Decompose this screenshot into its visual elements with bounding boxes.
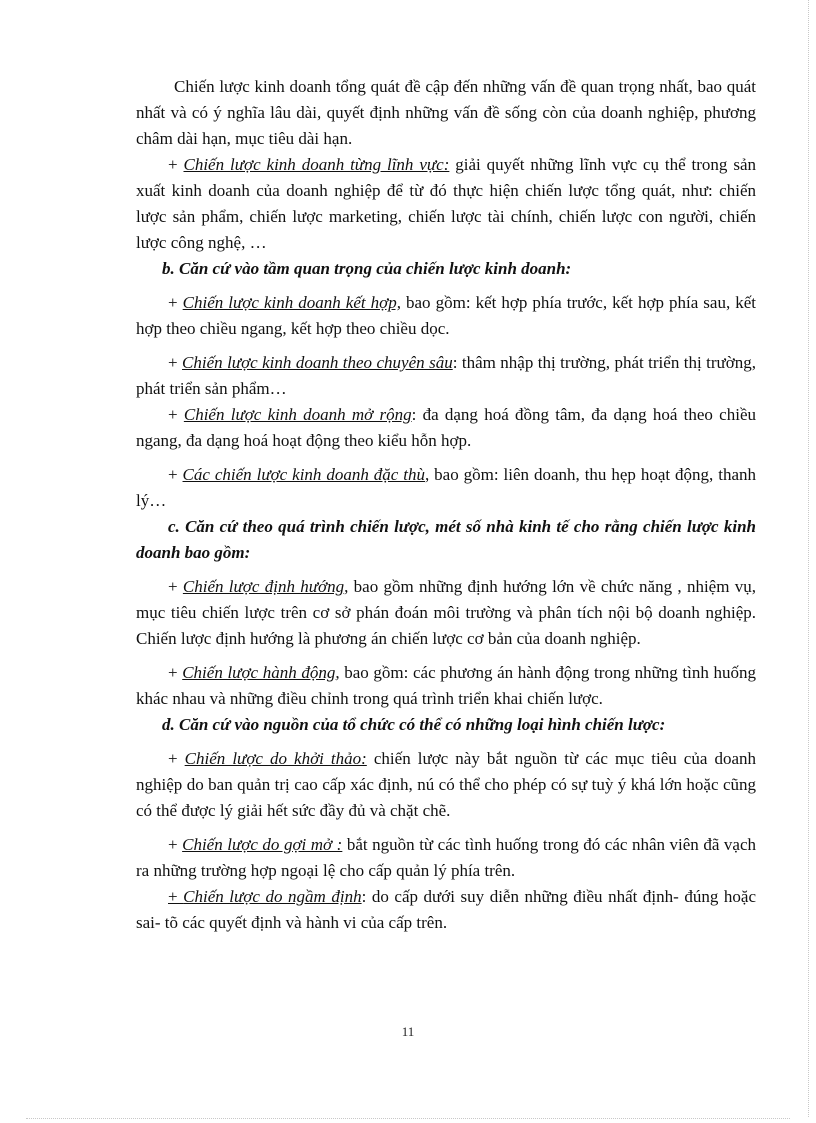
bullet-plus: +	[168, 155, 184, 174]
paragraph-dinh-huong	[136, 574, 756, 652]
paragraph-text: giải quyết những lĩnh vực cụ thể trong sản xuất kinh doanh của doanh nghiệp để từ đó thực hiện chiến lược tổng quát, như: chiến lược sản phẩm, chiến lược marketing, chiến lược tài chính, chiến lược con người, chiến lược công nghệ, …	[136, 155, 756, 252]
heading-d: d. Căn cứ vào nguồn của tổ chức có thể có những loại hình chiến lược:	[162, 715, 666, 734]
paragraph-hanh-dong	[136, 660, 756, 712]
page-number: 11	[401, 1024, 415, 1039]
paragraph-text: bao gồm: kết hợp phía trước, kết hợp phía sau, kết hợp theo chiều ngang, kết hợp theo chiều dọc.	[136, 293, 757, 338]
paragraph-ngam-dinh	[136, 884, 756, 936]
paragraph-goi-mo	[136, 832, 756, 884]
paragraph-dac-thu	[136, 462, 756, 514]
term-chien-luoc-goi-mo: Chiến lược do gợi mở :	[182, 835, 343, 854]
paragraph-chuyen-sau	[136, 350, 756, 402]
paragraph-text: , bao gồm: liên doanh, thu hẹp hoạt động, thanh lý…	[136, 465, 756, 510]
term-chien-luoc-chuyen-sau: Chiến lược kinh doanh theo chuyên sâu	[182, 353, 453, 372]
paragraph-text: : do cấp dưới suy diễn những điều nhất định- đúng hoặc sai- tõ các quyết định và hành vi của cấp trên.	[136, 887, 756, 932]
term-chien-luoc-ngam-dinh: Chiến lược do ngầm định	[183, 887, 362, 906]
term-chien-luoc-khoi-thao: Chiến lược do khởi thảo:	[184, 749, 367, 768]
paragraph-text: , bao gồm: các phương án hành động trong những tình huống khác nhau và những điều chỉnh trong quá trình triển khai chiến lược.	[136, 663, 756, 708]
heading-b: b. Căn cứ vào tầm quan trọng của chiến lược kinh doanh:	[162, 259, 572, 278]
paragraph-text: chiến lược này bắt nguồn từ các mục tiêu của doanh nghiệp do ban quản trị cao cấp xác định, nú có thể cho phép có sự tuỳ ý khá lớn hoặc cũng có thể được lý giải hết sức đầy đủ và chặt chẽ.	[136, 749, 756, 820]
paragraph-linh-vuc	[136, 152, 756, 256]
term-chien-luoc-dinh-huong: Chiến lược định hướng	[182, 577, 345, 596]
paragraph-khoi-thao	[136, 746, 756, 824]
paragraph-ket-hop	[136, 290, 756, 342]
term-chien-luoc-dac-thu: Các chiến lược kinh doanh đặc thù	[182, 465, 425, 484]
bullet-plus: +	[168, 465, 183, 484]
page-border-bottom	[26, 1118, 790, 1119]
bullet-plus: +	[168, 293, 183, 312]
bullet-plus: +	[168, 663, 183, 682]
paragraph-text: bắt nguồn từ các tình huống trong đó các nhân viên đã vạch ra những trường hợp ngoại lệ cho cấp quản lý phía trên.	[136, 835, 757, 880]
term-chien-luoc-mo-rong: Chiến lược kinh doanh mở rộng	[183, 405, 412, 424]
paragraph-text: : đa dạng hoá đồng tâm, đa dạng hoá theo chiều ngang, đa dạng hoá hoạt động theo kiểu hỗn hợp.	[136, 405, 756, 450]
bullet-plus: +	[168, 353, 183, 372]
bullet-plus: +	[168, 749, 185, 768]
term-chien-luoc-linh-vuc: Chiến lược kinh doanh từng lĩnh vực:	[183, 155, 450, 174]
document-body	[136, 74, 756, 936]
page-border-right	[808, 0, 809, 1117]
paragraph-text: , bao gồm những định hướng lớn về chức năng , nhiệm vụ, mục tiêu chiến lược trên cơ sở phán đoán môi trường và phân tích nội bộ doanh nghiệp. Chiến lược định hướng là phương án chiến lược cơ bản của doanh nghiệp.	[136, 577, 756, 648]
heading-c: c. Căn cứ theo quá trình chiến lược, mét số nhà kinh tế cho rằng chiến lược kinh doanh bao gồm:	[136, 517, 756, 562]
bullet-plus: +	[168, 887, 184, 906]
bullet-plus: +	[168, 405, 184, 424]
term-chien-luoc-ket-hop: Chiến lược kinh doanh kết hợp,	[182, 293, 401, 312]
term-chien-luoc-hanh-dong: Chiến lược hành động	[182, 663, 336, 682]
bullet-plus: +	[168, 577, 183, 596]
bullet-plus: +	[168, 835, 183, 854]
paragraph-text: : thâm nhập thị trường, phát triển thị trường, phát triển sản phẩm…	[136, 353, 756, 398]
paragraph-intro: Chiến lược kinh doanh tổng quát đề cập đến những vấn đề quan trọng nhất, bao quát nhất và có ý nghĩa lâu dài, quyết định những vấn đề sống còn của doanh nghiệp, phương châm dài hạn, mục tiêu dài hạn.	[136, 77, 756, 148]
paragraph-mo-rong	[136, 402, 756, 454]
